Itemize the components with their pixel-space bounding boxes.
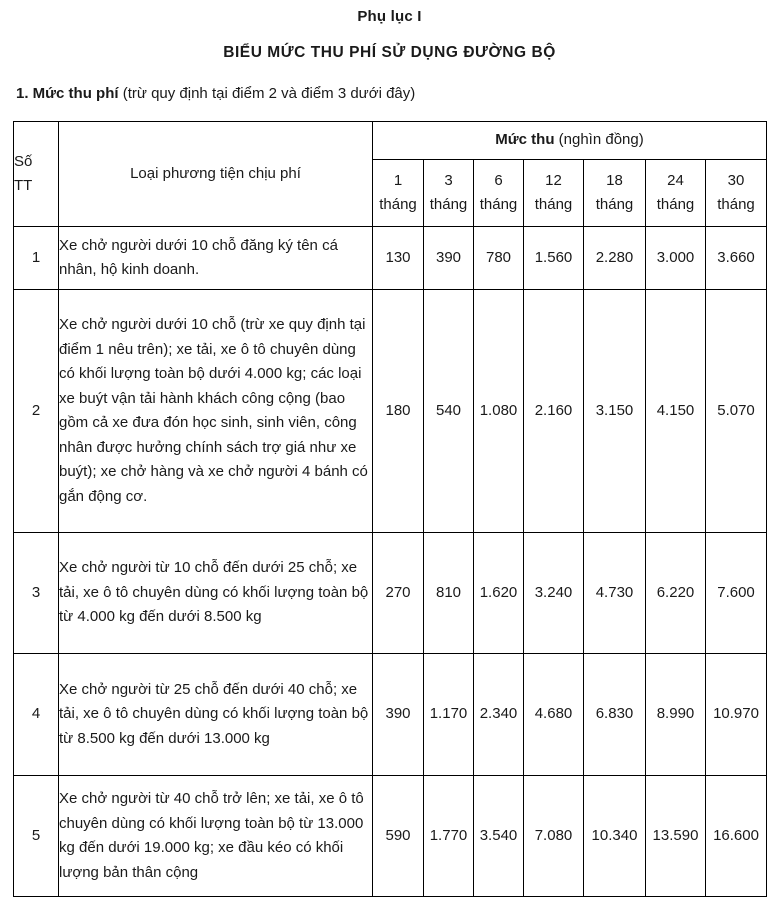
row-value-1-month: 270 bbox=[373, 533, 424, 654]
row-value-6-month: 3.540 bbox=[474, 776, 524, 897]
header-month-1 bbox=[373, 160, 424, 227]
row-value-30-month: 16.600 bbox=[706, 776, 767, 897]
header-month-18 bbox=[584, 160, 646, 227]
row-value-18-month: 6.830 bbox=[584, 654, 646, 776]
row-description: Xe chở người dưới 10 chỗ đăng ký tên cá nhân, hộ kinh doanh. bbox=[59, 227, 373, 290]
row-value-3-month: 810 bbox=[424, 533, 474, 654]
header-month-3 bbox=[424, 160, 474, 227]
table-row bbox=[14, 227, 767, 290]
header-month-6-unit: tháng bbox=[479, 196, 518, 213]
row-value-6-month: 1.620 bbox=[474, 533, 524, 654]
header-month-24-num: 24 bbox=[667, 171, 684, 189]
row-value-12-month: 2.160 bbox=[524, 290, 584, 533]
row-value-6-month: 1.080 bbox=[474, 290, 524, 533]
row-value-1-month: 180 bbox=[373, 290, 424, 533]
header-month-18-unit: tháng bbox=[595, 196, 634, 213]
row-value-1-month: 130 bbox=[373, 227, 424, 290]
header-row-top bbox=[14, 122, 767, 160]
row-value-30-month: 5.070 bbox=[706, 290, 767, 533]
row-description: Xe chở người từ 10 chỗ đến dưới 25 chỗ; xe tải, xe ô tô chuyên dùng có khối lượng toàn bộ từ 4.000 kg đến dưới 8.500 kg bbox=[59, 533, 373, 654]
page-title: BIỂU MỨC THU PHÍ SỬ DỤNG ĐƯỜNG BỘ bbox=[223, 44, 556, 61]
appendix-title: Phụ lục I bbox=[357, 8, 422, 25]
row-value-24-month: 3.000 bbox=[646, 227, 706, 290]
row-value-18-month: 3.150 bbox=[584, 290, 646, 533]
row-value-24-month: 6.220 bbox=[646, 533, 706, 654]
header-month-12 bbox=[524, 160, 584, 227]
table-row bbox=[14, 533, 767, 654]
row-value-24-month: 8.990 bbox=[646, 654, 706, 776]
row-value-3-month: 540 bbox=[424, 290, 474, 533]
header-month-6-num: 6 bbox=[494, 171, 503, 189]
table-row bbox=[14, 654, 767, 776]
table-row bbox=[14, 290, 767, 533]
header-stt-line1: Số bbox=[14, 152, 33, 170]
row-value-18-month: 2.280 bbox=[584, 227, 646, 290]
header-month-3-unit: tháng bbox=[429, 196, 468, 213]
row-value-24-month: 4.150 bbox=[646, 290, 706, 533]
row-value-30-month: 3.660 bbox=[706, 227, 767, 290]
row-value-12-month: 3.240 bbox=[524, 533, 584, 654]
row-value-30-month: 10.970 bbox=[706, 654, 767, 776]
row-value-3-month: 390 bbox=[424, 227, 474, 290]
row-description: Xe chở người dưới 10 chỗ (trừ xe quy định tại điểm 1 nêu trên); xe tải, xe ô tô chuyên dùng có khối lượng toàn bộ dưới 4.000 kg; các loại xe buýt vận tải hành khách công cộng (bao gồm cả xe đưa đón học sinh, sinh viên, công nhân được hưởng chính sách trợ giá như xe buýt); xe chở hàng và xe chở người 4 bánh có gắn động cơ. bbox=[59, 290, 373, 533]
fee-table-container bbox=[13, 104, 766, 897]
header-month-1-num: 1 bbox=[393, 171, 403, 189]
fee-schedule-table bbox=[13, 121, 767, 897]
table-header bbox=[14, 122, 767, 227]
header-month-24-unit: tháng bbox=[656, 196, 695, 213]
row-value-24-month: 13.590 bbox=[646, 776, 706, 897]
row-description: Xe chở người từ 25 chỗ đến dưới 40 chỗ; xe tải, xe ô tô chuyên dùng có khối lượng toàn bộ từ 8.500 kg đến dưới 13.000 kg bbox=[59, 654, 373, 776]
header-stt-line2: TT bbox=[14, 177, 33, 194]
header-vehicle-type: Loại phương tiện chịu phí bbox=[59, 122, 373, 227]
section-heading-note: (trừ quy định tại điểm 2 và điểm 3 dưới đây) bbox=[118, 85, 416, 102]
row-value-18-month: 4.730 bbox=[584, 533, 646, 654]
row-value-18-month: 10.340 bbox=[584, 776, 646, 897]
header-month-12-num: 12 bbox=[545, 171, 562, 189]
header-stt bbox=[14, 122, 59, 227]
header-month-24 bbox=[646, 160, 706, 227]
row-value-6-month: 780 bbox=[474, 227, 524, 290]
row-stt: 2 bbox=[14, 290, 59, 533]
table-body bbox=[14, 227, 767, 897]
row-value-12-month: 4.680 bbox=[524, 654, 584, 776]
row-stt: 3 bbox=[14, 533, 59, 654]
header-month-12-unit: tháng bbox=[534, 196, 573, 213]
header-month-30-unit: tháng bbox=[717, 196, 755, 213]
row-stt: 5 bbox=[14, 776, 59, 897]
header-fee-group-label: Mức thu bbox=[495, 131, 555, 149]
table-row bbox=[14, 776, 767, 897]
section-heading bbox=[13, 63, 766, 104]
row-value-12-month: 1.560 bbox=[524, 227, 584, 290]
section-heading-label: 1. Mức thu phí bbox=[16, 85, 119, 102]
header-month-30-num: 30 bbox=[727, 171, 745, 189]
row-value-6-month: 2.340 bbox=[474, 654, 524, 776]
header-month-6 bbox=[474, 160, 524, 227]
row-value-1-month: 590 bbox=[373, 776, 424, 897]
row-description: Xe chở người từ 40 chỗ trở lên; xe tải, xe ô tô chuyên dùng có khối lượng toàn bộ từ 13.000 kg đến dưới 19.000 kg; xe đầu kéo có khối lượng bản thân cộng bbox=[59, 776, 373, 897]
header-month-18-num: 18 bbox=[606, 171, 623, 189]
row-value-1-month: 390 bbox=[373, 654, 424, 776]
row-value-3-month: 1.170 bbox=[424, 654, 474, 776]
row-stt: 4 bbox=[14, 654, 59, 776]
header-fee-group-unit: (nghìn đồng) bbox=[554, 131, 644, 149]
row-value-30-month: 7.600 bbox=[706, 533, 767, 654]
row-stt: 1 bbox=[14, 227, 59, 290]
header-month-3-num: 3 bbox=[444, 171, 453, 189]
row-value-3-month: 1.770 bbox=[424, 776, 474, 897]
header-month-1-unit: tháng bbox=[379, 196, 417, 213]
header-fee-group bbox=[373, 122, 767, 160]
row-value-12-month: 7.080 bbox=[524, 776, 584, 897]
header-month-30 bbox=[706, 160, 767, 227]
